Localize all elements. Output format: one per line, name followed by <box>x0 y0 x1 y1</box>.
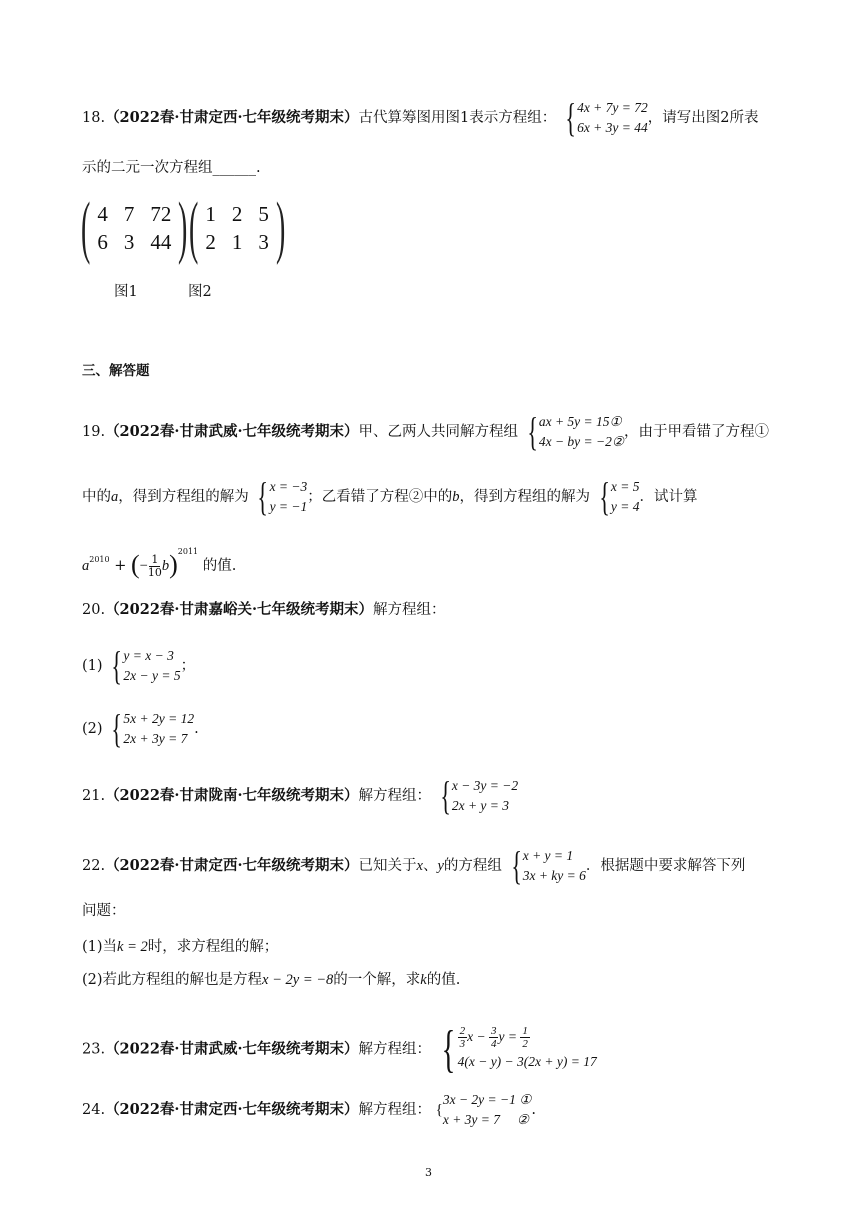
q18-line2: 示的二元一次方程组______. <box>82 160 261 176</box>
q18-source: （2022春·甘肃定西·七年级统考期末） <box>105 109 359 126</box>
q19-expression: $a^{2010}$ + (− $\frac{1}{10}$ b)$^{2011}$ 的值. <box>82 547 237 579</box>
q22-part-1: (1)当k = 2时，求方程组的解； <box>82 939 279 955</box>
q22-line2: 问题： <box>82 903 126 919</box>
figure-1-cell: 7 <box>123 202 135 226</box>
figure-1-cell: 44 <box>150 230 172 254</box>
q20-part-1: (1) { y = x − 3 2x − y = 5 ； <box>82 643 196 688</box>
figure-2-matrix: ( 1 2 5 2 1 3 ) <box>188 189 286 266</box>
q19-solution-1: { x = −3 y = −1 <box>257 474 308 519</box>
q18-system: { 4x + 7y = 72 6x + 3y = 44 <box>565 95 648 140</box>
figure-2-label: 图2 <box>188 284 212 300</box>
q19-system: { ax + 5y = 15① 4x − by = −2② <box>526 409 624 454</box>
page-number: 3 <box>425 1166 432 1179</box>
figure-2-cell: 2 <box>205 230 216 254</box>
figure-2-cell: 1 <box>231 230 243 254</box>
q19-line2: 中的a，得到方程组的解为 { x = −3 y = −1 ；乙看错了方程②中的b，得到方程组的解为 { x = 5 y = 4 ．试计算 <box>82 474 698 519</box>
q22-line1: 22.（2022春·甘肃定西·七年级统考期末）已知关于x、y的方程组 { x + y = 1 3x + ky = 6 ．根据题中要求解答下列 <box>82 843 746 888</box>
q19-solution-2: { x = 5 y = 4 <box>598 474 640 519</box>
q18-line1: 18.（2022春·甘肃定西·七年级统考期末）古代算筹图用图1表示方程组： { 4x + 7y = 72 6x + 3y = 44 ，请写出图2所表 <box>82 95 759 140</box>
q23-line: 23.（2022春·甘肃武威·七年级统考期末）解方程组： { $\frac{2}{3}$ x − $\frac{3}{4}$ y = $\frac{1}{2}$ 4(x − y) − 3(2x + y) = 17 <box>82 1020 597 1078</box>
q24-line: 24.（2022春·甘肃定西·七年级统考期末）解方程组： { 3x − 2y = −1 ① x + 3y = 7 ② . <box>82 1092 536 1127</box>
q19-line1: 19.（2022春·甘肃武威·七年级统考期末）甲、乙两人共同解方程组 { ax + 5y = 15① 4x − by = −2② ，由于甲看错了方程① <box>82 409 769 454</box>
figure-2-cell: 2 <box>231 202 243 226</box>
figure-2-cell: 1 <box>205 202 216 226</box>
figure-1-cell: 72 <box>150 202 172 226</box>
q20-part-2: (2) { 5x + 2y = 12 2x + 3y = 7 . <box>82 706 199 751</box>
q21-line: 21.（2022春·甘肃陇南·七年级统考期末）解方程组： { x − 3y = −2 2x + y = 3 <box>82 773 519 818</box>
section-heading: 三、解答题 <box>82 363 150 379</box>
figure-1-matrix: ( 4 7 72 6 3 44 ) <box>80 189 188 266</box>
figure-2-cell: 3 <box>258 230 269 254</box>
q20-stem: 20.（2022春·甘肃嘉峪关·七年级统考期末）解方程组： <box>82 601 446 618</box>
q22-part-2: (2)若此方程组的解也是方程x − 2y = −8的一个解，求k的值. <box>82 972 461 988</box>
figure-2-cell: 5 <box>258 202 269 226</box>
figure-1-cell: 3 <box>123 230 135 254</box>
figure-1-label: 图1 <box>114 284 138 300</box>
figure-1-cell: 6 <box>97 230 108 254</box>
figure-1-cell: 4 <box>97 202 108 226</box>
